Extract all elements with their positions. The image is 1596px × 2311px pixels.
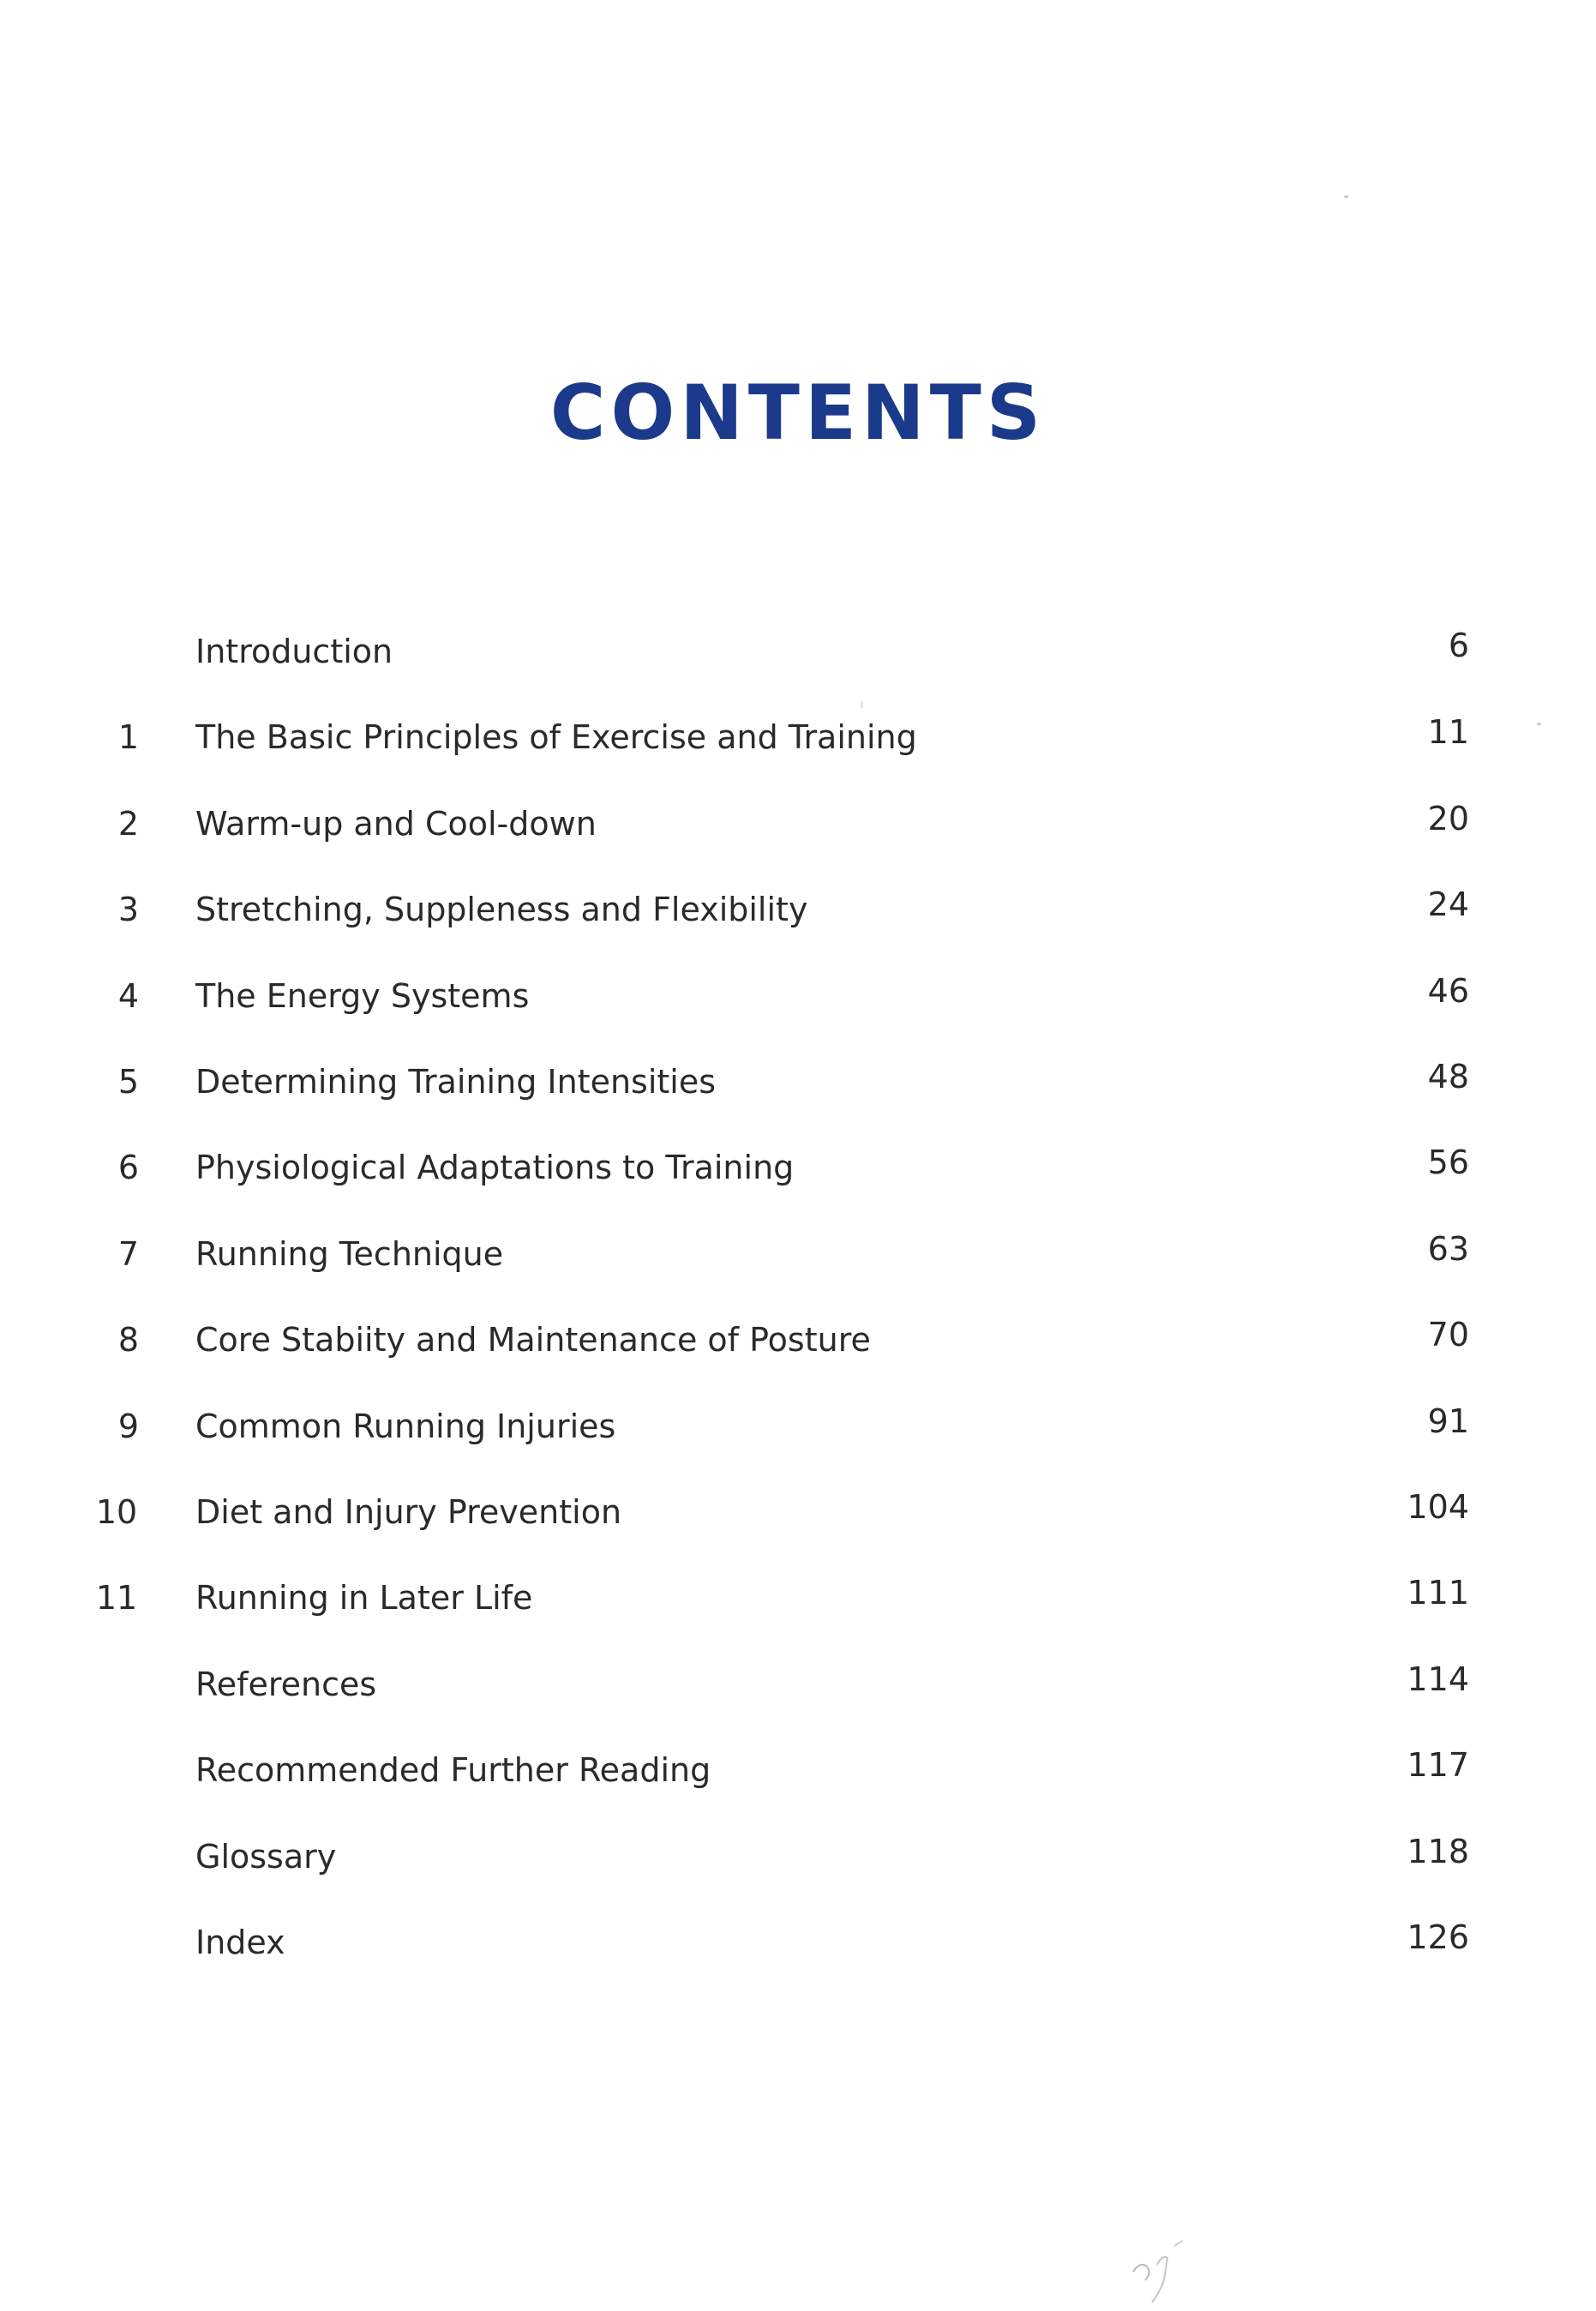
toc-title: Recommended Further Reading: [195, 1751, 711, 1789]
toc-number: 6: [117, 1149, 140, 1186]
toc-page-number: 48: [1427, 1058, 1469, 1095]
toc-page-number: 56: [1427, 1143, 1469, 1181]
scan-speck: [1537, 723, 1541, 725]
toc-title: Running Technique: [195, 1235, 504, 1273]
toc-page-number: 24: [1427, 885, 1469, 923]
toc-row-chapter-1[interactable]: [0, 711, 1596, 763]
toc-row-chapter-9[interactable]: [0, 1401, 1596, 1452]
toc-page-number: 114: [1407, 1660, 1469, 1698]
toc-row-chapter-3[interactable]: [0, 884, 1596, 935]
pencil-mark: [1114, 2220, 1209, 2306]
toc-row-references[interactable]: [0, 1659, 1596, 1710]
toc-title: Index: [195, 1924, 285, 1961]
toc-title: Stretching, Suppleness and Flexibility: [195, 891, 808, 928]
toc-number: 10: [95, 1493, 138, 1531]
toc-row-chapter-4[interactable]: [0, 970, 1596, 1022]
toc-page-number: 118: [1407, 1833, 1469, 1870]
toc-row-glossary[interactable]: [0, 1831, 1596, 1882]
toc-page-number: 46: [1427, 972, 1469, 1010]
toc-title: The Basic Principles of Exercise and Training: [195, 718, 917, 756]
toc-page-number: 63: [1427, 1230, 1469, 1268]
toc-title: Glossary: [195, 1838, 337, 1876]
toc-number: 3: [117, 891, 140, 928]
toc-page-number: 70: [1427, 1316, 1469, 1354]
toc-row-chapter-2[interactable]: [0, 798, 1596, 849]
toc-page-number: 11: [1427, 713, 1469, 751]
toc-row-chapter-7[interactable]: [0, 1228, 1596, 1280]
toc-number: 5: [117, 1063, 140, 1101]
toc-page-number: 6: [1448, 627, 1469, 664]
toc-title: The Energy Systems: [195, 977, 530, 1015]
toc-row-chapter-5[interactable]: [0, 1056, 1596, 1107]
toc-page-number: 126: [1407, 1918, 1469, 1956]
toc-page-number: 111: [1407, 1574, 1469, 1612]
toc-number: 1: [117, 718, 140, 756]
toc-title: Running in Later Life: [195, 1579, 533, 1617]
toc-number: 9: [117, 1408, 140, 1445]
toc-page-number: 104: [1407, 1488, 1469, 1526]
toc-page-number: 117: [1407, 1746, 1469, 1784]
toc-title: Common Running Injuries: [195, 1408, 616, 1445]
toc-page-number: 20: [1427, 800, 1469, 837]
toc-row-introduction[interactable]: [0, 626, 1596, 677]
toc-row-chapter-11[interactable]: [0, 1572, 1596, 1624]
toc-row-chapter-6[interactable]: [0, 1142, 1596, 1193]
toc-title: Introduction: [195, 633, 393, 670]
toc-row-chapter-8[interactable]: [0, 1314, 1596, 1366]
toc-title: Core Stabiity and Maintenance of Posture: [195, 1321, 871, 1359]
scan-speck: [861, 701, 863, 708]
toc-number: 4: [117, 977, 140, 1015]
toc-number: 2: [117, 805, 140, 843]
toc-number: 7: [117, 1235, 140, 1273]
scan-speck: [1344, 195, 1348, 198]
toc-row-further-reading[interactable]: [0, 1744, 1596, 1796]
toc-row-index[interactable]: [0, 1917, 1596, 1968]
toc-title: References: [195, 1666, 377, 1703]
toc-number: 8: [117, 1321, 140, 1359]
page-title: CONTENTS: [549, 369, 1047, 457]
toc-title: Determining Training Intensities: [195, 1063, 717, 1101]
toc-number: 11: [95, 1579, 138, 1617]
toc-page-number: 91: [1427, 1402, 1469, 1440]
toc-title: Warm-up and Cool-down: [195, 805, 597, 843]
toc-row-chapter-10[interactable]: [0, 1486, 1596, 1538]
toc-title: Physiological Adaptations to Training: [195, 1149, 795, 1186]
toc-title: Diet and Injury Prevention: [195, 1493, 622, 1531]
